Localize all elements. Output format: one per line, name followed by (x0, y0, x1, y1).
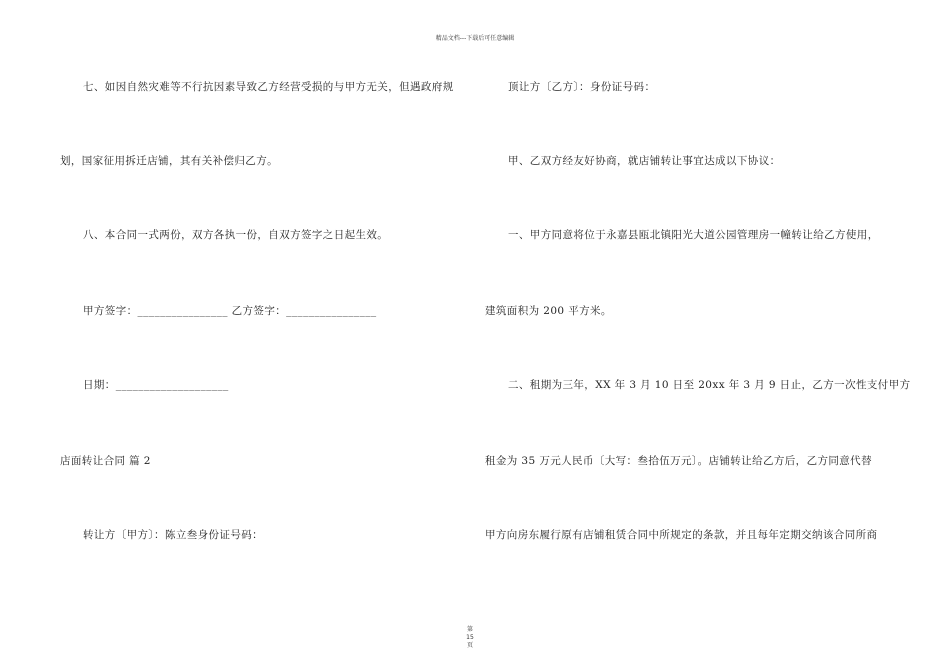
section-title: 店面转让合同 篇 2 (60, 455, 151, 467)
transferee-line: 顶让方〔乙方〕：身份证号码： (508, 81, 656, 93)
page-number: 15 (466, 634, 474, 641)
date-line: 日期：____________________ (83, 379, 229, 391)
clause-2-line-1: 二、租期为三年，XX 年 3 月 10 日至 20xx 年 3 月 9 日止，乙方一次性支付甲方 (508, 379, 911, 391)
page-label-bottom: 页 (466, 642, 473, 649)
clause-2-line-3: 甲方向房东履行原有店铺租赁合同中所规定的条款，并且每年定期交纳该合同所商 (485, 529, 878, 541)
clause-7-line-1: 七、如因自然灾难等不行抗因素导致乙方经营受损的与甲方无关，但遇政府规 (83, 81, 454, 93)
clause-8: 八、本合同一式两份，双方各执一份，自双方签字之日起生效。 (83, 229, 389, 241)
intro-line: 甲、乙双方经友好协商，就店铺转让事宜达成以下协议： (508, 155, 781, 167)
clause-2-line-2: 租金为 35 万元人民币〔大写：叁拾伍万元〕。店铺转让给乙方后，乙方同意代替 (485, 455, 872, 467)
page-footer (463, 626, 477, 650)
clause-7-line-2: 划，国家征用拆迁店铺，其有关补偿归乙方。 (60, 155, 278, 167)
page-header: 精品文档---下载后可任意编辑 (435, 35, 515, 42)
signature-line: 甲方签字：________________ 乙方签字：________________ (83, 305, 377, 317)
clause-1-line-1: 一、甲方同意将位于永嘉县瓯北镇阳光大道公园管理房一幢转让给乙方使用， (508, 229, 879, 241)
clause-1-line-2: 建筑面积为 200 平方米。 (485, 305, 612, 317)
transferor-line: 转让方〔甲方〕：陈立叁身份证号码： (83, 529, 264, 541)
page-label-top: 第 (466, 626, 473, 633)
